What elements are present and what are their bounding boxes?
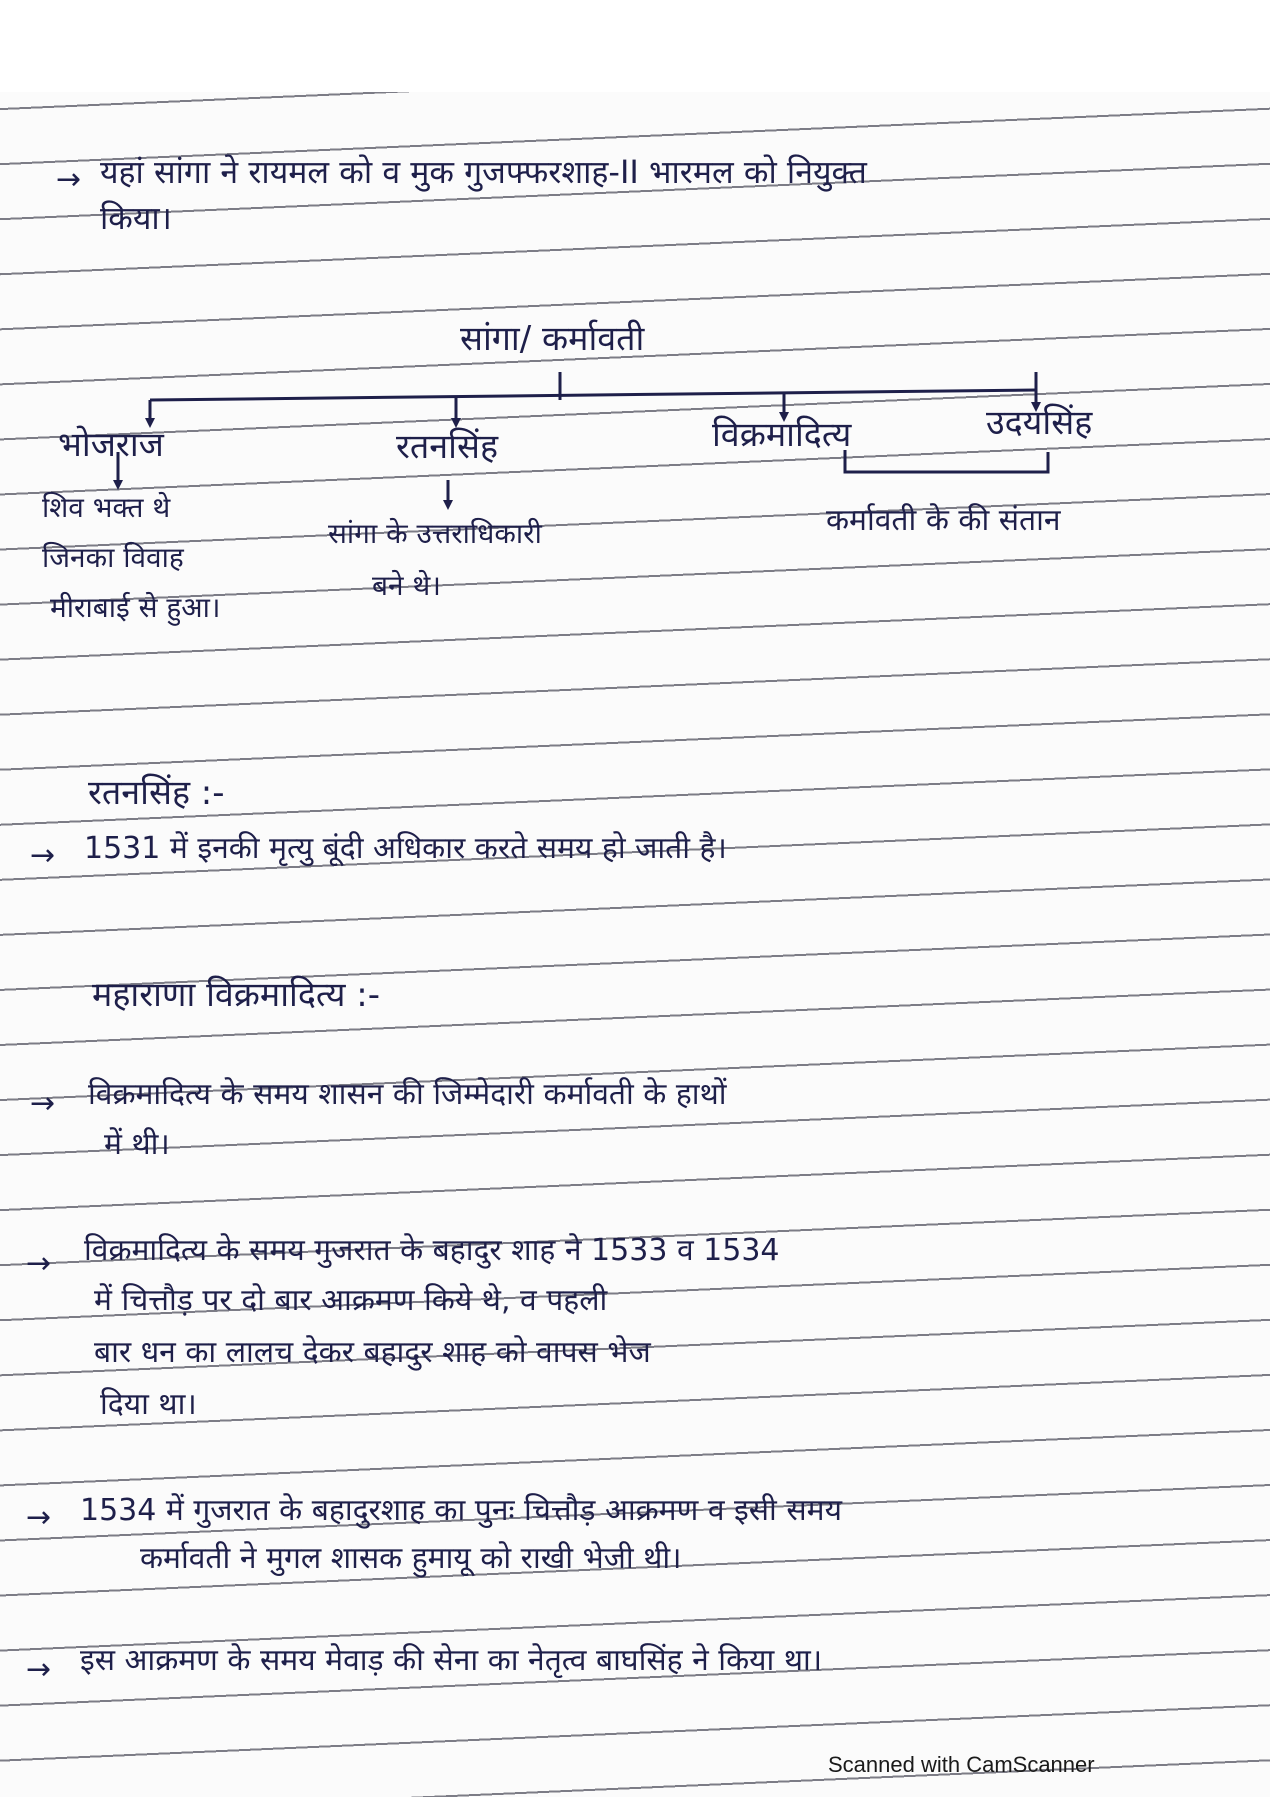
- note-line: विक्रमादित्य के समय शासन की जिम्मेदारी कर्मावती के हाथों: [88, 1077, 727, 1112]
- note-line: बार धन का लालच देकर बहादुर शाह को वापस भेज: [94, 1335, 651, 1370]
- section-heading: रतनसिंह :-: [88, 773, 225, 813]
- ratansingh-note-line: सांगा के उत्तराधिकारी: [328, 517, 542, 550]
- bullet-arrow-icon: →: [26, 1500, 52, 1535]
- note-line: में थी।: [104, 1127, 170, 1162]
- note-line: कर्मावती ने मुगल शासक हुमायू को राखी भेजी थी।: [140, 1541, 682, 1576]
- tree-child-udaisingh: उदयसिंह: [986, 403, 1093, 443]
- tree-root-label: सांगा/ कर्मावती: [460, 319, 645, 359]
- note-line: किया।: [100, 199, 172, 237]
- bhojraj-note-line: मीराबाई से हुआ।: [50, 591, 221, 624]
- note-line: विक्रमादित्य के समय गुजरात के बहादुर शाह ने 1533 व 1534: [84, 1233, 780, 1268]
- bullet-arrow-icon: →: [56, 162, 82, 197]
- note-line: 1534 में गुजरात के बहादुरशाह का पुनः चित्तौड़ आक्रमण व इसी समय: [80, 1493, 842, 1528]
- tree-child-bhojraj: भोजराज: [58, 425, 164, 465]
- bullet-arrow-icon: →: [30, 838, 56, 873]
- note-line: में चित्तौड़ पर दो बार आक्रमण किये थे, व पहली: [94, 1283, 608, 1318]
- bullet-arrow-icon: →: [30, 1086, 56, 1121]
- scanner-watermark: Scanned with CamScanner: [828, 1752, 1095, 1777]
- section-heading: महाराणा विक्रमादित्य :-: [92, 975, 381, 1015]
- tree-child-ratansingh: रतनसिंह: [396, 427, 498, 467]
- note-line: दिया था।: [100, 1387, 197, 1422]
- note-line: 1531 में इनकी मृत्यु बूंदी अधिकार करते समय हो जाती है।: [84, 831, 727, 866]
- bullet-arrow-icon: →: [26, 1246, 52, 1281]
- ratansingh-note-line: बने थे।: [372, 569, 441, 602]
- note-line: यहां सांगा ने रायमल को व मुक गुजफ्फरशाह-II भारमल को नियुक्त: [100, 153, 867, 191]
- bhojraj-note-line: शिव भक्त थे: [42, 491, 171, 524]
- bullet-arrow-icon: →: [26, 1652, 52, 1687]
- bhojraj-note-line: जिनका विवाह: [42, 541, 184, 574]
- karmavati-children-note: कर्मावती के की संतान: [826, 503, 1061, 538]
- note-line: इस आक्रमण के समय मेवाड़ की सेना का नेतृत्व बाघसिंह ने किया था।: [80, 1643, 823, 1678]
- tree-child-vikramaditya: विक्रमादित्य: [712, 415, 852, 455]
